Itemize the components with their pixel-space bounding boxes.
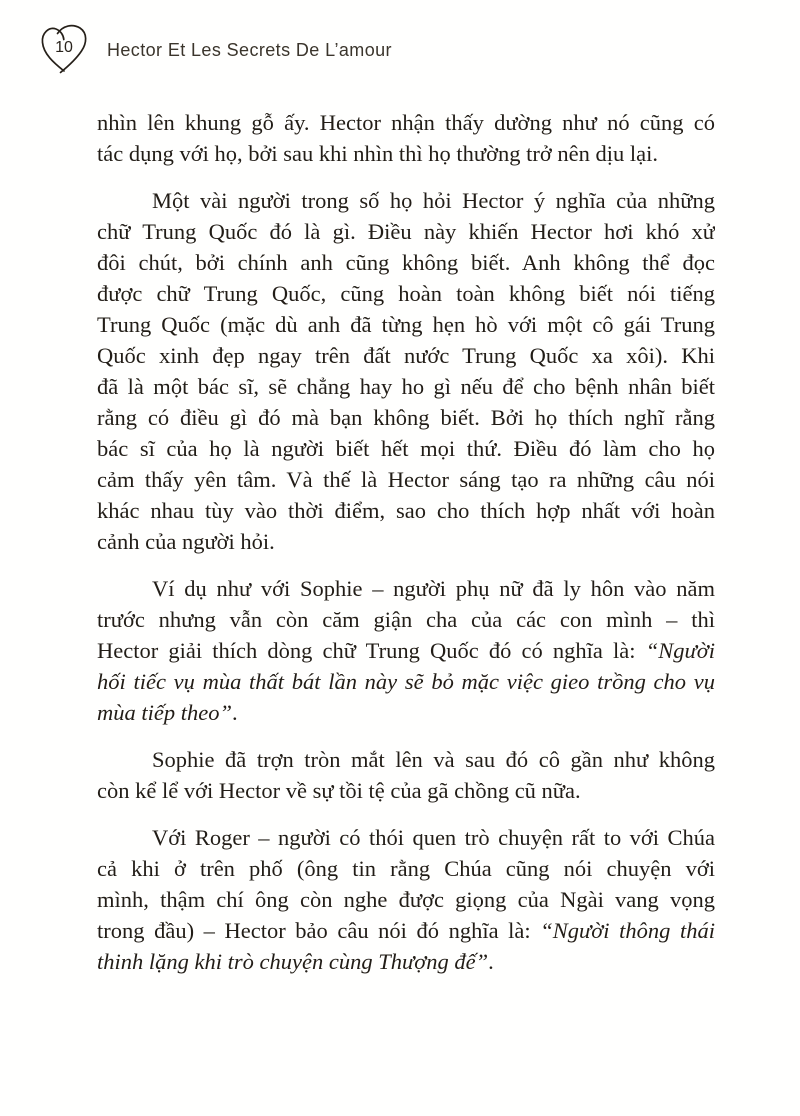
text-line [97,433,715,464]
italic-text-segment: “Người thông thái [540,918,715,943]
text-line [97,371,715,402]
text-segment: Sophie đã trợn tròn mắt lên và sau đó cô gần như không [152,747,715,772]
text-line [97,635,715,666]
text-segment: đôi chút, bởi chính anh cũng không biết. Anh không thể đọc [97,250,715,275]
paragraph [97,822,715,977]
text-line [97,697,715,728]
text-segment: đã là một bác sĩ, sẽ chẳng hay ho gì nếu để cho bệnh nhân biết [97,374,715,399]
text-segment: khác nhau tùy vào thời điểm, sao cho thích hợp nhất với hoàn [97,498,715,523]
text-line [97,495,715,526]
text-segment: trong đầu) – Hector bảo câu nói đó nghĩa là: [97,918,541,943]
text-segment: tác dụng với họ, bởi sau khi nhìn thì họ thường trở nên dịu lại. [97,141,658,166]
text-line [97,666,715,697]
text-segment: chữ Trung Quốc đó là gì. Điều này khiến Hector hơi khó xử [97,219,715,244]
page-number-heart [38,22,90,76]
text-line [97,573,715,604]
italic-text-segment: thinh lặng khi trò chuyện cùng Thượng đế” [97,949,489,974]
text-line [97,107,715,138]
paragraph [97,185,715,557]
text-segment: cả khi ở trên phố (ông tin rằng Chúa cũng nói chuyện với [97,856,715,881]
text-line [97,464,715,495]
body-text [97,107,715,993]
text-line [97,853,715,884]
italic-text-segment: hối tiếc vụ mùa thất bát lần này sẽ bỏ mặc việc gieo trồng cho vụ [97,669,715,694]
text-segment: được chữ Trung Quốc, cũng hoàn toàn không biết nói tiếng [97,281,715,306]
text-line [97,402,715,433]
text-line [97,946,715,977]
text-segment: cảm thấy yên tâm. Và thế là Hector sáng tạo ra những câu nói [97,467,715,492]
text-segment: Trung Quốc (mặc dù anh đã từng hẹn hò với một cô gái Trung [97,312,715,337]
text-segment: nhìn lên khung gỗ ấy. Hector nhận thấy dường như nó cũng có [97,110,715,135]
text-segment: còn kể lể với Hector về sự tồi tệ của gã chồng cũ nữa. [97,778,581,803]
text-segment: Với Roger – người có thói quen trò chuyện rất to với Chúa [152,825,715,850]
text-line [97,884,715,915]
text-line [97,278,715,309]
text-line [97,216,715,247]
text-line [97,822,715,853]
text-line [97,526,715,557]
page-number: 10 [55,39,73,56]
text-segment: mình, thậm chí ông còn nghe được giọng của Ngài vang vọng [97,887,715,912]
text-segment: cảnh của người hỏi. [97,529,275,554]
text-line [97,604,715,635]
text-segment: Quốc xinh đẹp ngay trên đất nước Trung Quốc xa xôi). Khi [97,343,715,368]
text-line [97,744,715,775]
text-line [97,185,715,216]
text-line [97,340,715,371]
text-segment: Hector giải thích dòng chữ Trung Quốc đó có nghĩa là: [97,638,646,663]
text-segment: Một vài người trong số họ hỏi Hector ý nghĩa của những [152,188,715,213]
paragraph [97,744,715,806]
text-segment: . [488,949,494,974]
text-segment: bác sĩ của họ là người biết hết mọi thứ. Điều đó làm cho họ [97,436,715,461]
book-title: Hector Et Les Secrets De L’amour [107,39,392,60]
page-header [38,22,392,76]
text-segment: Ví dụ như với Sophie – người phụ nữ đã ly hôn vào năm [152,576,715,601]
text-segment: . [232,700,238,725]
paragraph [97,107,715,169]
text-segment: rằng có điều gì đó mà bạn không biết. Bởi họ thích nghĩ rằng [97,405,715,430]
text-line [97,915,715,946]
paragraph [97,573,715,728]
text-line [97,247,715,278]
italic-text-segment: mùa tiếp theo” [97,700,232,725]
italic-text-segment: “Người [645,638,715,663]
text-line [97,309,715,340]
text-segment: trước nhưng vẫn còn căm giận cha của các con mình – thì [97,607,715,632]
text-line [97,775,715,806]
text-line [97,138,715,169]
